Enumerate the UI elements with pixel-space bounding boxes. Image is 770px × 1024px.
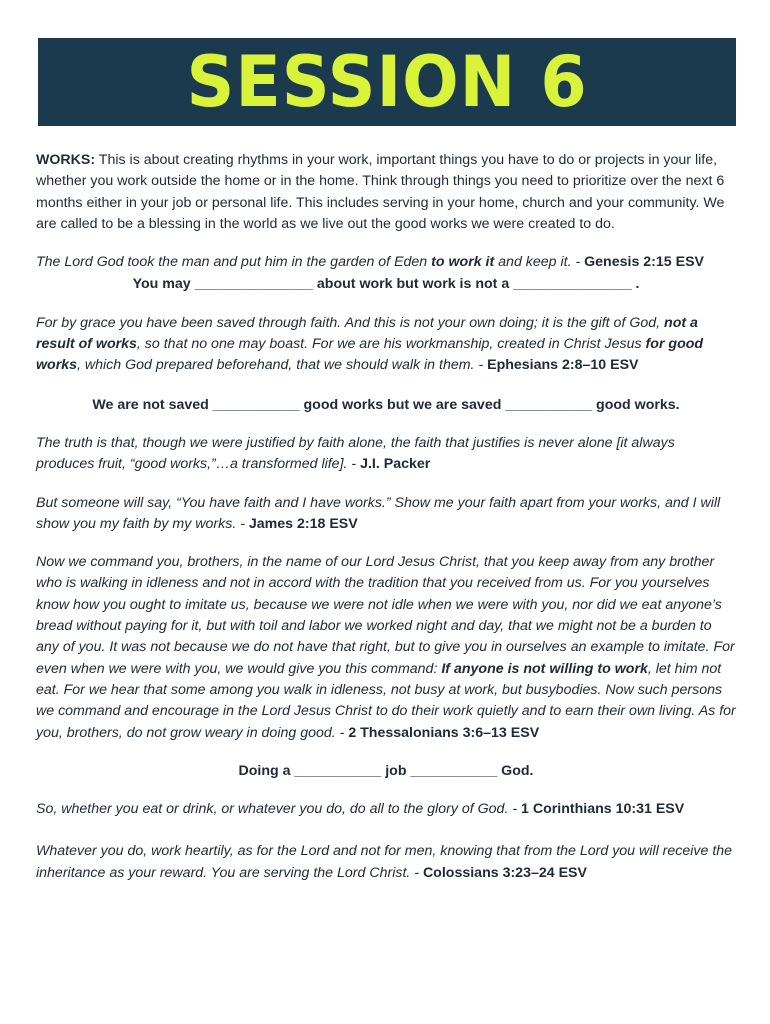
session-title: SESSION 6 <box>186 41 588 123</box>
document-body <box>36 150 736 884</box>
colossians-reference: Colossians 3:23–24 ESV <box>422 864 587 881</box>
ephesians-text-3: , which God prepared beforehand, that we should walk in them. - <box>77 357 488 374</box>
thessalonians-emphasis: If anyone is not willing to work <box>441 660 648 677</box>
packer-quote <box>36 433 736 476</box>
thessalonians-text-2: , let him not eat. For we hear that some among you walk in idleness, not busy at work, but busybodies. Now such persons we command and encourage in the Lord Jesus Christ to do their work quietly and to earn their own living. As for you, brothers, do not grow weary in doing good. - <box>36 660 736 741</box>
fill-in-blank-2: We are not saved ___________ good works but we are saved ___________ good works. <box>92 396 680 413</box>
genesis-text: The Lord God took the man and put him in the garden of Eden <box>36 254 432 271</box>
works-label: WORKS: <box>36 152 96 168</box>
thessalonians-text-1: Now we command you, brothers, in the name of our Lord Jesus Christ, that you keep away from any brother who is walking in idleness and not in accord with the tradition that you received from us. For you yourselves know how you ought to imitate us, because we were not idle when we were with you, nor did we eat anyone’s bread without paying for it, but with toil and labor we worked night and day, that we might not be a burden to any of you. It was not because we do not have that right, but to give you in ourselves an example to imitate. For even when we were with you, we would give you this command: <box>36 554 735 677</box>
packer-text: The truth is that, though we were justified by faith alone, the faith that justifies is never alone [it always produces fruit, “good works,”…a transformed life]. - <box>36 434 675 473</box>
fill-in-blank-1: You may _______________ about work but work is not a _______________ . <box>132 276 640 293</box>
ephesians-quote <box>36 313 736 377</box>
ephesians-emphasis-2: for good works <box>36 336 704 374</box>
genesis-text-after: and keep it. - <box>494 254 585 271</box>
works-text: This is about creating rhythms in your work, important things you have to do or projects in your life, whether you work outside the home or in the home. Think through things you need to prioritize over the next 6 months either in your job or personal life. This includes serving in your home, church and your community. We are called to be a blessing in the world as we live out the good works we were created to do. <box>36 152 725 232</box>
works-paragraph <box>36 150 736 235</box>
thessalonians-reference: 2 Thessalonians 3:6–13 ESV <box>348 724 540 741</box>
ephesians-text-2: , so that no one may boast. For we are his workmanship, created in Christ Jesus <box>136 336 646 353</box>
ephesians-emphasis-1: not a result of works <box>36 314 698 353</box>
james-reference: James 2:18 ESV <box>248 515 358 532</box>
colossians-text: Whatever you do, work heartily, as for the Lord and not for men, knowing that from the Lord you will receive the inheritance as your reward. You are serving the Lord Christ. - <box>36 843 733 881</box>
ephesians-reference: Ephesians 2:8–10 ESV <box>487 357 639 374</box>
genesis-reference: Genesis 2:15 ESV <box>584 254 704 271</box>
james-text: But someone will say, “You have faith and I have works.” Show me your faith apart from your works, and I will show you my faith by my works. - <box>36 494 721 532</box>
corinthians-reference: 1 Corinthians 10:31 ESV <box>521 801 685 818</box>
session-banner <box>38 38 736 126</box>
thessalonians-quote <box>36 552 736 744</box>
genesis-quote <box>36 252 736 273</box>
ephesians-text-1: For by grace you have been saved through faith. And this is not your own doing; it is the gift of God, <box>36 314 665 331</box>
genesis-emphasis: to work it <box>431 254 495 271</box>
fill-in-blank-3: Doing a ___________ job ___________ God. <box>238 762 534 779</box>
james-quote <box>36 493 736 536</box>
colossians-quote <box>36 841 736 884</box>
packer-reference: J.I. Packer <box>360 456 431 473</box>
corinthians-text: So, whether you eat or drink, or whatever you do, do all to the glory of God. - <box>36 801 522 818</box>
corinthians-quote <box>36 799 736 820</box>
